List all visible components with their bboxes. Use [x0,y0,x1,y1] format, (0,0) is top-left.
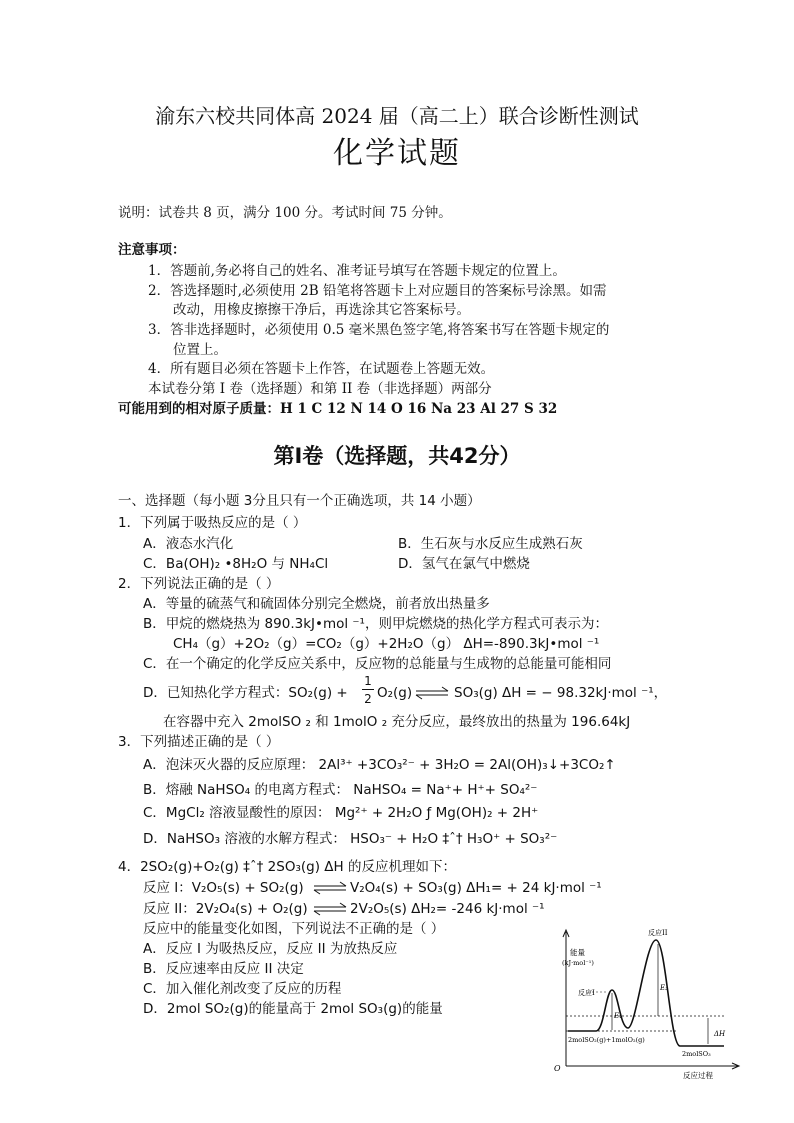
exam-subject-title: 化学试题 [333,136,461,171]
q4-option-b: B．反应速率由反应 II 决定 [143,961,304,977]
q4-reaction-2-left: 反应 II：2V₂O₄(s) + O₂(g) [143,901,308,917]
q2-option-d-prefix: D．已知热化学方程式：SO₂(g) + [143,685,348,701]
origin-label: O [554,1064,561,1073]
x-axis-label: 反应过程 [683,1071,713,1080]
q3-option-c: C．MgCl₂ 溶液显酸性的原因： Mg²⁺ + 2H₂O ƒ Mg(OH)₂ + 2H⁺ [143,805,539,821]
q2-fraction-denominator: 2 [364,692,372,706]
end-state-label: 2molSO₃ [682,1050,711,1058]
peak2-label: 反应II [648,929,668,937]
notice-item-2-cont: 改动，用橡皮擦擦干净后，再选涂其它答案标号。 [173,302,470,318]
dh-label: ΔH [714,1030,726,1038]
q2-option-b-equation: CH₄（g）+2O₂（g）=CO₂（g）+2H₂O（g） ΔH=-890.3kJ•mol ⁻¹ [173,636,600,652]
q2-fraction-numerator: 1 [364,674,372,688]
equilibrium-arrow-icon [312,902,348,916]
y-axis-label-1: 能量 [570,948,585,957]
exam-school-title: 渝东六校共同体高 2024 届（高二上）联合诊断性测试 [155,104,639,128]
section-title: 第Ⅰ卷（选择题，共42分） [273,444,521,468]
q3-option-a: A．泡沫灭火器的反应原理： 2Al³⁺ +3CO₃²⁻ + 3H₂O = 2Al(OH)₃↓+3CO₂↑ [143,757,616,773]
q2-stem: 2．下列说法正确的是（ ） [118,576,280,592]
notice-title: 注意事项： [118,242,186,258]
q1-option-d: D．氢气在氯气中燃烧 [398,556,530,572]
exam-description: 说明：试卷共 8 页，满分 100 分。考试时间 75 分钟。 [118,205,452,221]
q1-option-c: C．Ba(OH)₂ •8H₂O 与 NH₄Cl [143,556,329,572]
equilibrium-arrow-icon [312,881,348,895]
q2-option-a: A．等量的硫蒸气和硫固体分别完全燃烧，前者放出热量多 [143,596,490,612]
notice-item-3-cont: 位置上。 [173,342,227,358]
q4-option-c: C．加入催化剂改变了反应的历程 [143,981,342,997]
q1-stem: 1．下列属于吸热反应的是（ ） [118,515,307,531]
q2-option-d-continuation: 在容器中充入 2molSO ₂ 和 1molO ₂ 充分反应，最终放出的热量为 196.64kJ [163,714,631,730]
notice-item-2: 2．答选择题时,必须使用 2B 铅笔将答题卡上对应题目的答案标号涂黑。如需 [148,283,607,299]
notice-item-3: 3．答非选择题时，必须使用 0.5 毫米黑色签字笔,将答案书写在答题卡规定的 [148,322,610,338]
equilibrium-arrow-icon [414,686,450,700]
part-title: 一、选择题（每小题 3分且只有一个正确选项，共 14 小题） [118,493,481,509]
energy-diagram [548,918,748,1083]
q4-reaction-1-right: V₂O₄(s) + SO₃(g) ΔH₁= + 24 kJ·mol ⁻¹ [350,880,602,896]
q1-option-a: A．液态水汽化 [143,536,234,552]
notice-item-1: 1．答题前,务必将自己的姓名、准考证号填写在答题卡规定的位置上。 [148,263,566,279]
q2-option-d-o2: O₂(g) [377,685,413,701]
q4-stem: 4．2SO₂(g)+O₂(g) ‡ˆ† 2SO₃(g) ΔH 的反应机理如下： [118,859,456,875]
q4-reaction-2-right: 2V₂O₅(s) ΔH₂= -246 kJ·mol ⁻¹ [350,901,545,917]
q4-option-a: A．反应 I 为吸热反应，反应 II 为放热反应 [143,941,398,957]
notice-item-4: 4．所有题目必须在答题卡上作答，在试题卷上答题无效。 [148,361,495,377]
q4-option-d: D．2mol SO₂(g)的能量高于 2mol SO₃(g)的能量 [143,1001,443,1017]
q4-question-line: 反应中的能量变化如图，下列说法不正确的是（ ） [143,921,445,937]
q2-fraction-bar [362,689,374,690]
e1-label: E₁ [614,1012,622,1020]
q2-option-c: C．在一个确定的化学反应关系中，反应物的总能量与生成物的总能量可能相同 [143,656,612,672]
q3-stem: 3．下列描述正确的是（ ） [118,734,280,750]
peak1-label: 反应I [578,989,595,997]
start-state-label: 2molSO₂(g)+1molO₂(g) [568,1036,645,1044]
e2-label: E₂ [660,984,668,992]
y-axis-label-2: (kJ·mol⁻¹) [562,959,594,967]
paper-parts-note: 本试卷分第 I 卷（选择题）和第 II 卷（非选择题）两部分 [148,381,492,397]
q3-option-b: B．熔融 NaHSO₄ 的电离方程式： NaHSO₄ = Na⁺+ H⁺+ SO₄²⁻ [143,782,538,798]
q3-option-d: D．NaHSO₃ 溶液的水解方程式： HSO₃⁻ + H₂O ‡ˆ† H₃O⁺ + SO₃²⁻ [143,831,558,847]
q4-reaction-1-left: 反应 I：V₂O₅(s) + SO₂(g) [143,880,304,896]
q2-option-b: B．甲烷的燃烧热为 890.3kJ•mol ⁻¹，则甲烷燃烧的热化学方程式可表示为： [143,616,608,632]
q1-option-b: B．生石灰与水反应生成熟石灰 [398,536,583,552]
q2-option-d-suffix: SO₃(g) ΔH = − 98.32kJ·mol ⁻¹， [454,685,668,701]
atomic-masses: 可能用到的相对原子质量：H 1 C 12 N 14 O 16 Na 23 Al 27 S 32 [118,401,558,417]
